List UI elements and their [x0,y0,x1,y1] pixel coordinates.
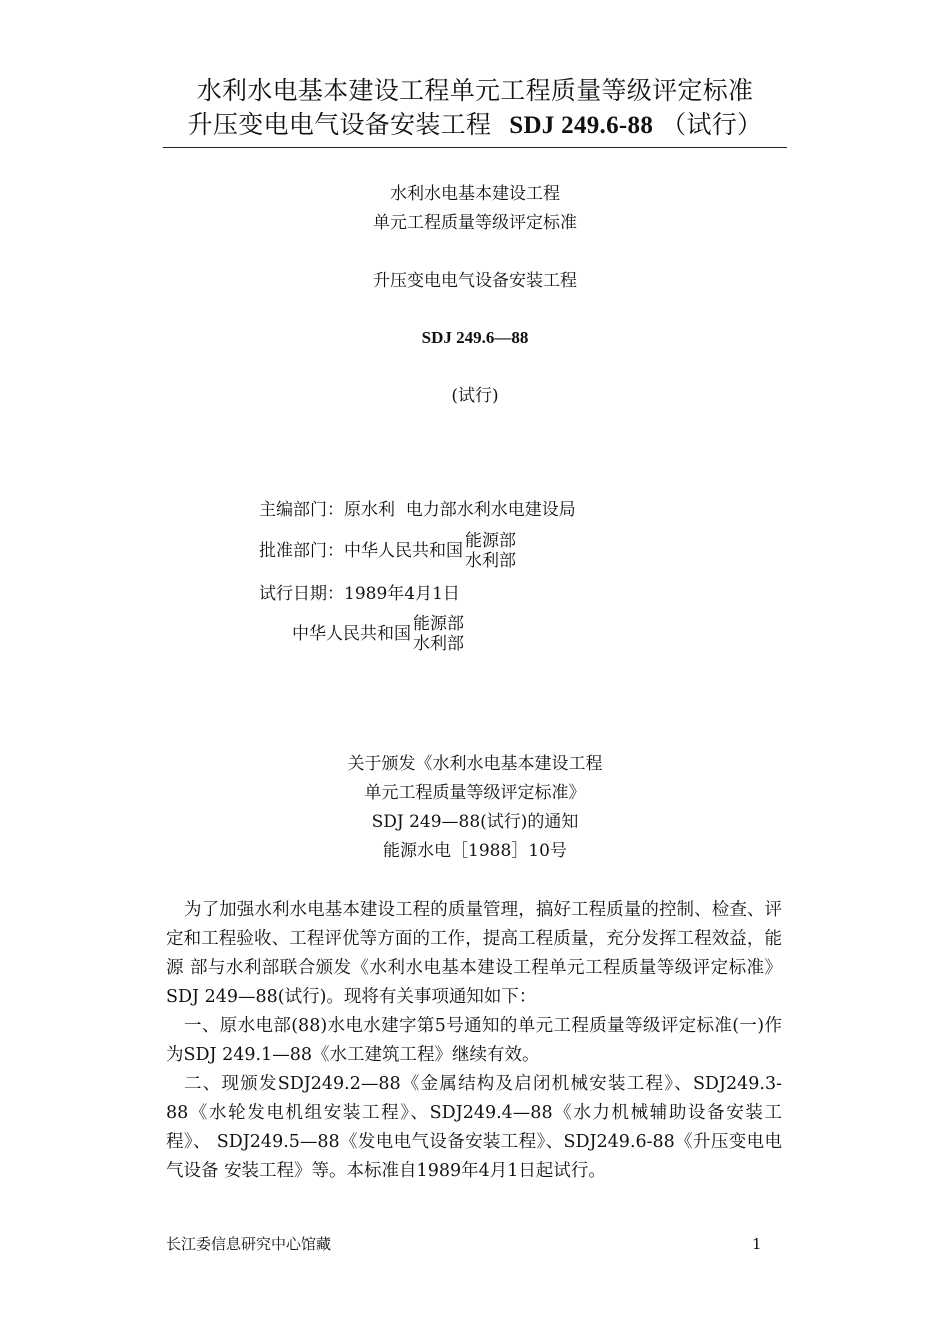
body-paragraph-1: 为了加强水利水电基本建设工程的质量管理，搞好工程质量的控制、检查、评 定和工程验收、工程评优等方面的工作，提高工程质量，充分发挥工程效益，能源 部与水利部联合颁发《水利水电基本建设工程单元工程质量等级评定标准》SDJ 249—88(试行)。现将有关事项通知如下： [166,900,782,1007]
meta-issuer-row [292,614,464,654]
header-title-line2 [163,108,787,143]
header-trial-label: （试行） [661,110,763,139]
notice-title-line2: 单元工程质量等级评定标准》 [364,783,586,803]
footer-page-number: 1 [752,1235,762,1253]
meta-approver-dept1: 能源部 [465,531,516,551]
notice-body [166,896,782,1186]
meta-approver-dept2: 水利部 [465,551,516,571]
title-trial-label: (试行) [451,386,499,406]
header-title-line1: 水利水电基本建设工程单元工程质量等级评定标准 [196,76,754,105]
notice-title-line3: SDJ 249—88(试行)的通知 [371,812,579,832]
title-standard-code: SDJ 249.6—88 [421,328,529,347]
meta-approver-value: 中华人民共和国 [344,541,463,561]
meta-editor-label: 主编部门： [259,500,344,520]
meta-editor-value: 原水利 电力部水利水电建设局 [344,500,576,520]
meta-issuer-dept1: 能源部 [413,614,464,634]
title-line3: 升压变电电气设备安装工程 [373,271,577,291]
notice-document-number: 能源水电［1988］10号 [383,841,567,861]
meta-issuer-depts [413,614,464,654]
title-line2: 单元工程质量等级评定标准 [373,213,577,233]
footer-collection-note: 长江委信息研究中心馆藏 [166,1235,332,1253]
meta-date-label: 试行日期： [259,584,344,604]
meta-date-value: 1989年4月1日 [344,584,460,604]
running-header [163,74,787,143]
meta-editor-row [259,498,576,522]
body-paragraph-3: 二、现颁发SDJ249.2—88《金属结构及启闭机械安装工程》、SDJ249.3- 88《水轮发电机组安装工程》、SDJ249.4—88《水力机械辅助设备安装工程》、 SDJ249.5—88《发电电气设备安装工程》、SDJ249.6-88《升压变电电气设备 安装工程》等。本标准自1989年4月1日起试行。 [166,1074,782,1181]
meta-approver-row [259,531,516,571]
header-subtitle: 升压变电电气设备安装工程 [187,110,492,139]
title-line1: 水利水电基本建设工程 [390,184,560,204]
meta-issuer-dept2: 水利部 [413,634,464,654]
header-rule [163,147,787,148]
meta-issuer-value: 中华人民共和国 [292,624,411,644]
body-paragraph-2: 一、原水电部(88)水电水建字第5号通知的单元工程质量等级评定标准(一)作 为SDJ 249.1—88《水工建筑工程》继续有效。 [166,1016,782,1065]
meta-date-row [259,582,460,606]
notice-title-line1: 关于颁发《水利水电基本建设工程 [347,754,603,774]
meta-approver-label: 批准部门： [259,541,344,561]
meta-approver-depts [465,531,516,571]
header-standard-code: SDJ 249.6-88 [509,112,654,139]
